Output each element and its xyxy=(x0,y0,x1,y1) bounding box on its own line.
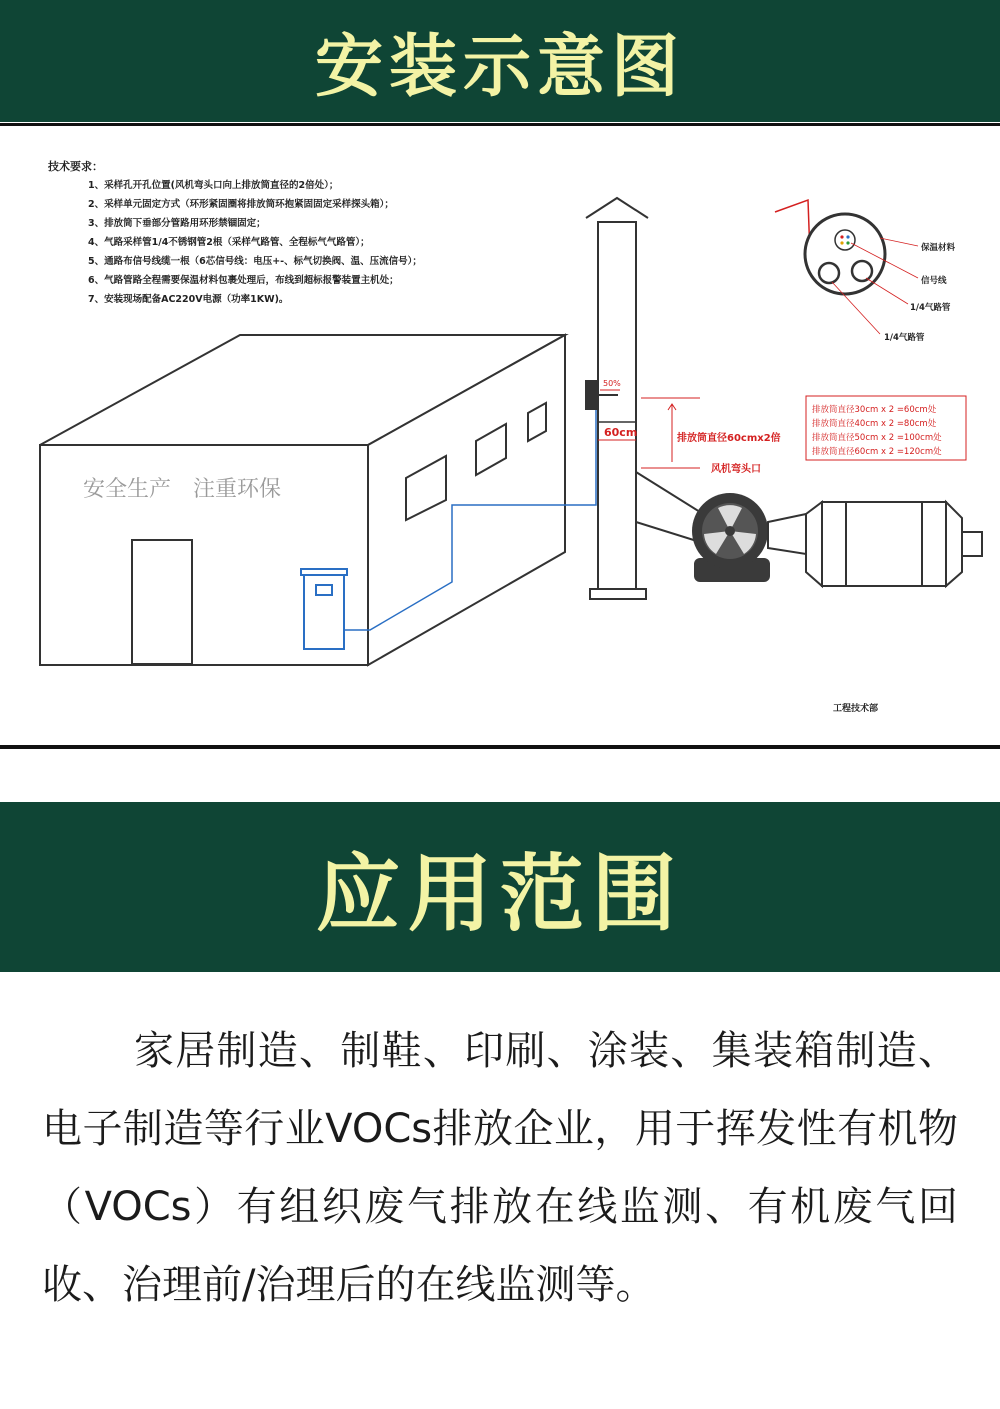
requirement-6: 6、气路管路全程需要保温材料包裹处理后，布线到超标报警装置主机处； xyxy=(88,275,399,286)
installation-diagram xyxy=(0,122,1000,750)
requirement-1: 1、采样孔开孔位置(风机弯头口向上排放筒直径的2倍处）； xyxy=(88,180,339,191)
label-fan-elbow: 风机弯头口 xyxy=(711,464,761,475)
diagram-canvas xyxy=(0,122,1000,750)
requirement-2: 2、采样单元固定方式（环形紧固圈将排放筒环抱紧固固定采样探头箱）； xyxy=(88,199,394,210)
spec-line-2: 排放筒直径40cm x 2 =80cm处 xyxy=(812,419,937,429)
requirement-5: 5、通路布信号线缆一根（6芯信号线：电压+-、标气切换阀、温、压流信号）； xyxy=(88,256,422,267)
requirement-3: 3、排放筒下垂部分管路用环形禁锢固定； xyxy=(88,218,266,229)
cross-label-gas-pipe-2: 1/4气路管 xyxy=(884,333,925,343)
diagram-bottom-border xyxy=(0,745,1000,749)
spec-line-3: 排放筒直径50cm x 2 =100cm处 xyxy=(812,433,942,443)
label-stack-height: 排放筒直径60cmx2倍 xyxy=(677,433,781,444)
spec-line-1: 排放筒直径30cm x 2 =60cm处 xyxy=(812,405,937,415)
requirement-7: 7、安装现场配备AC220V电源（功率1KW)。 xyxy=(88,294,289,305)
section-title-installation: 安装示意图 xyxy=(314,27,685,107)
requirement-4: 4、气路采样管1/4不锈钢管2根（采样气路管、全程标气气路管）； xyxy=(88,237,370,248)
exhaust-fan xyxy=(692,493,770,582)
requirements-heading: 技术要求： xyxy=(48,160,103,173)
treatment-unit xyxy=(768,502,982,586)
section-title-application: 应用范围 xyxy=(315,844,684,943)
pipe-cross-section xyxy=(775,200,956,343)
cross-label-gas-pipe-1: 1/4气路管 xyxy=(910,303,951,313)
spec-line-4: 排放筒直径60cm x 2 =120cm处 xyxy=(812,447,942,457)
application-description: 家居制造、制鞋、印刷、涂装、集装箱制造、电子制造等行业VOCs排放企业，用于挥发性有机物（VOCs）有组织废气排放在线监测、有机废气回收、治理前/治理后的在线监测等。 xyxy=(42,1028,958,1308)
label-60cm: 60cm xyxy=(604,426,638,439)
fan-duct xyxy=(636,472,700,542)
probe-box xyxy=(585,380,599,410)
label-50-percent: 50% xyxy=(603,379,621,388)
building-door xyxy=(132,540,192,664)
section-banner-installation xyxy=(0,0,1000,122)
section-banner-application xyxy=(0,802,1000,972)
diagram-top-border xyxy=(0,123,1000,126)
analyzer-cabinet xyxy=(301,569,347,649)
cross-label-insulation: 保温材料 xyxy=(921,243,956,253)
department-label: 工程技术部 xyxy=(833,704,879,714)
cross-label-signal: 信号线 xyxy=(921,276,947,286)
building-slogan: 安全生产 注重环保 xyxy=(83,477,282,502)
